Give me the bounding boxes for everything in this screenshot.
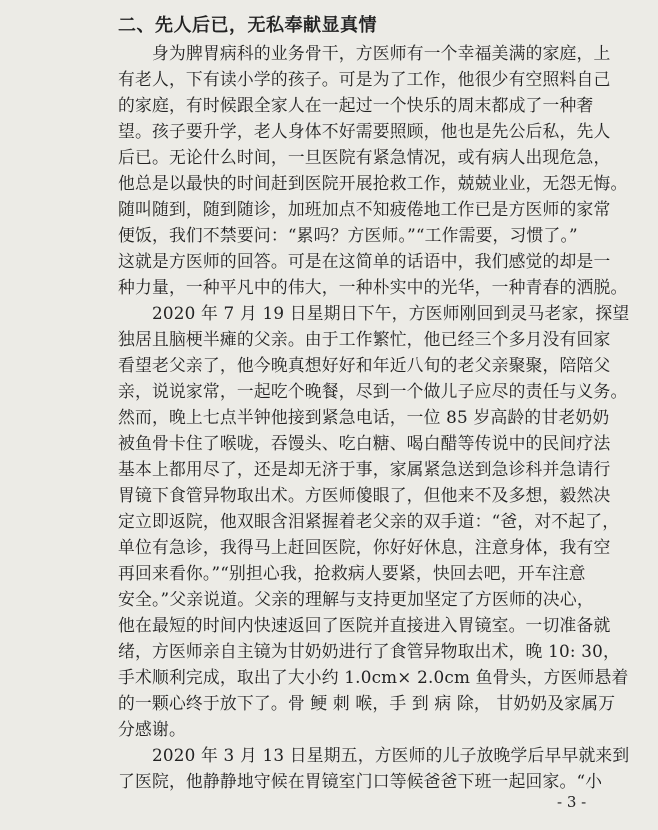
paragraph-line: 然而，晚上七点半钟他接到紧急电话，一位 85 岁高龄的甘老奶奶 <box>118 407 610 427</box>
paragraph-line: 种力量，一种平凡中的伟大，一种朴实中的光华，一种青春的洒脱。 <box>118 277 628 297</box>
paragraph-line: 定立即返院，他双眼含泪紧握着老父亲的双手道：“爸，对不起了， <box>118 511 620 531</box>
paragraph-line: 的家庭，有时候跟全家人在一起过一个快乐的周末都成了一种奢 <box>118 95 594 115</box>
paragraph-line: 亲，说说家常，一起吃个晚餐，尽到一个做儿子应尽的责任与义务。 <box>118 381 628 401</box>
paragraph-line: 有老人，下有读小学的孩子。可是为了工作，他很少有空照料自己 <box>118 69 611 89</box>
paragraph-line: 望。孩子要升学，老人身体不好需要照顾，他也是先公后私，先人 <box>118 121 611 141</box>
paragraph-line: 了医院，他静静地守候在胃镜室门口等候爸爸下班一起回家。“小 <box>118 771 603 791</box>
paragraph-line: 分感谢。 <box>118 719 186 739</box>
section-heading: 二、先人后已，无私奉献显真情 <box>118 15 377 36</box>
paragraph-line: 被鱼骨卡住了喉咙，吞馒头、吃白糖、喝白醋等传说中的民间疗法 <box>118 433 611 453</box>
paragraph-line: 安全。”父亲说道。父亲的理解与支持更加坚定了方医师的决心， <box>118 589 594 609</box>
paragraph-line: 手术顺利完成，取出了大小约 1.0cm× 2.0cm 鱼骨头，方医师悬着 <box>118 667 629 687</box>
paragraph-line: 单位有急诊，我得马上赶回医院，你好好休息，注意身体，我有空 <box>118 537 611 557</box>
paragraph-line: 独居且脑梗半瘫的父亲。由于工作繁忙，他已经三个多月没有回家 <box>118 329 611 349</box>
paragraph-line: 他总是以最快的时间赶到医院开展抢救工作，兢兢业业，无怨无悔。 <box>118 173 628 193</box>
paragraph-line: 他在最短的时间内快速返回了医院并直接进入胃镜室。一切准备就 <box>118 615 611 635</box>
paragraph-line: 身为脾胃病科的业务骨干，方医师有一个幸福美满的家庭，上 <box>152 43 611 63</box>
paragraph-line: 这就是方医师的回答。可是在这简单的话语中，我们感觉的却是一 <box>118 251 611 271</box>
paragraph-line: 胃镜下食管异物取出术。方医师傻眼了，但他来不及多想，毅然决 <box>118 485 611 505</box>
paragraph-line: 2020 年 7 月 19 日星期日下午，方医师刚回到灵马老家，探望 <box>152 303 630 323</box>
paragraph-line: 随叫随到，随到随诊，加班加点不知疲倦地工作已是方医师的家常 <box>118 199 611 219</box>
paragraph-line: 2020 年 3 月 13 日星期五，方医师的儿子放晚学后早早就来到 <box>152 745 630 765</box>
paragraph-line: 绪，方医师亲自主镜为甘奶奶进行了食管异物取出术，晚 10: 30， <box>118 641 620 661</box>
paragraph-line: 便饭，我们不禁要问：“累吗？方医师。”“工作需要，习惯了。” <box>118 225 578 245</box>
page-number: - 3 - <box>557 793 587 811</box>
paragraph-line: 基本上都用尽了，还是却无济于事，家属紧急送到急诊科并急请行 <box>118 459 611 479</box>
paragraph-line: 看望老父亲了，他今晚真想好好和年近八旬的老父亲聚聚，陪陪父 <box>118 355 611 375</box>
paragraph-line: 后已。无论什么时间，一旦医院有紧急情况，或有病人出现危急， <box>118 147 611 167</box>
paragraph-line: 再回来看你。”“别担心我，抢救病人要紧，快回去吧，开车注意 <box>118 563 586 583</box>
paragraph-line: 的一颗心终于放下了。骨 鲠 刺 喉，手 到 病 除， 甘奶奶及家属万 <box>118 693 616 713</box>
